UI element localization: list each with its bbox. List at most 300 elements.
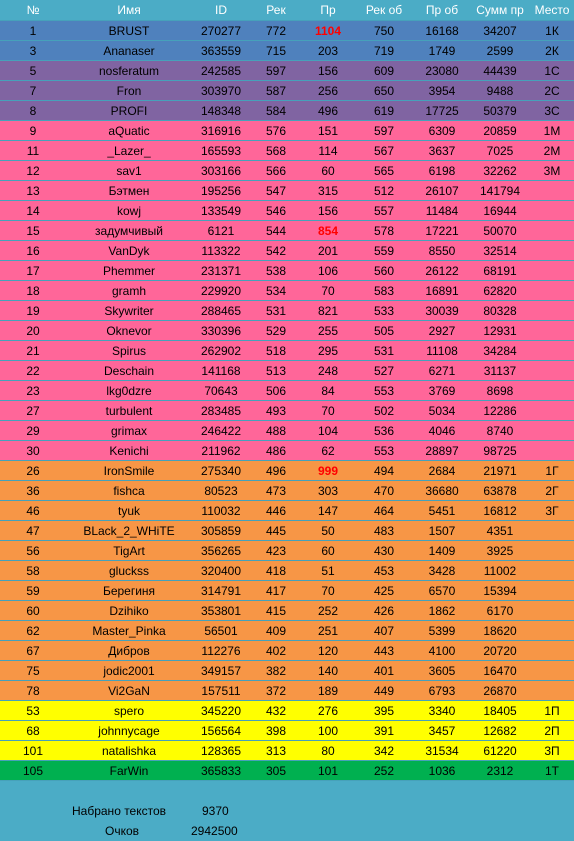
cell-name: Ananaser [66, 41, 192, 61]
cell-name: grimax [66, 421, 192, 441]
cell-record-total: 553 [354, 441, 414, 461]
cell-record-total: 449 [354, 681, 414, 701]
cell-name: kowj [66, 201, 192, 221]
cell-num: 15 [0, 221, 66, 241]
cell-num: 19 [0, 301, 66, 321]
cell-place [530, 681, 574, 701]
cell-record-total: 425 [354, 581, 414, 601]
cell-name: IronSmile [66, 461, 192, 481]
cell-name: gramh [66, 281, 192, 301]
cell-sum-errors: 98725 [470, 441, 530, 461]
cell-errors-total: 1507 [414, 521, 470, 541]
cell-record-total: 342 [354, 741, 414, 761]
cell-num: 8 [0, 101, 66, 121]
cell-name: jodic2001 [66, 661, 192, 681]
table-row [0, 481, 574, 501]
cell-place [530, 581, 574, 601]
cell-name: johnnycage [66, 721, 192, 741]
cell-name: Kenichi [66, 441, 192, 461]
cell-sum-errors: 18620 [470, 621, 530, 641]
cell-errors: 62 [302, 441, 354, 461]
cell-num: 11 [0, 141, 66, 161]
table-row [0, 141, 574, 161]
cell-id: 229920 [192, 281, 250, 301]
cell-errors: 255 [302, 321, 354, 341]
cell-num: 3 [0, 41, 66, 61]
cell-id: 320400 [192, 561, 250, 581]
cell-place [530, 521, 574, 541]
cell-sum-errors: 34207 [470, 21, 530, 41]
cell-place [530, 221, 574, 241]
cell-num: 47 [0, 521, 66, 541]
cell-errors-total: 5034 [414, 401, 470, 421]
cell-id: 270277 [192, 21, 250, 41]
table-row [0, 101, 574, 121]
cell-sum-errors: 8698 [470, 381, 530, 401]
col-header-errors-total: Пр об [414, 0, 470, 21]
cell-record: 418 [250, 561, 302, 581]
cell-errors: 189 [302, 681, 354, 701]
cell-errors-total: 11484 [414, 201, 470, 221]
cell-record: 445 [250, 521, 302, 541]
cell-sum-errors: 18405 [470, 701, 530, 721]
cell-errors-total: 26107 [414, 181, 470, 201]
cell-id: 110032 [192, 501, 250, 521]
table-row [0, 761, 574, 781]
cell-record: 382 [250, 661, 302, 681]
col-header-place: Место [530, 0, 574, 21]
cell-sum-errors: 63878 [470, 481, 530, 501]
cell-sum-errors: 6170 [470, 601, 530, 621]
cell-record: 398 [250, 721, 302, 741]
cell-record: 305 [250, 761, 302, 781]
table-row [0, 41, 574, 61]
cell-record-total: 536 [354, 421, 414, 441]
cell-place [530, 341, 574, 361]
table-row [0, 661, 574, 681]
cell-errors: 252 [302, 601, 354, 621]
cell-errors: 295 [302, 341, 354, 361]
cell-name: spero [66, 701, 192, 721]
cell-num: 20 [0, 321, 66, 341]
cell-errors: 80 [302, 741, 354, 761]
cell-num: 12 [0, 161, 66, 181]
cell-name: lkg0dzre [66, 381, 192, 401]
cell-errors-total: 6793 [414, 681, 470, 701]
cell-name: Dzihiko [66, 601, 192, 621]
cell-errors: 156 [302, 61, 354, 81]
cell-record-total: 494 [354, 461, 414, 481]
table-row [0, 621, 574, 641]
table-row [0, 501, 574, 521]
cell-errors-total: 4046 [414, 421, 470, 441]
cell-name: BLack_2_WHiTE [66, 521, 192, 541]
table-row [0, 701, 574, 721]
cell-num: 26 [0, 461, 66, 481]
cell-id: 330396 [192, 321, 250, 341]
cell-record-total: 401 [354, 661, 414, 681]
cell-sum-errors: 4351 [470, 521, 530, 541]
cell-errors-total: 1036 [414, 761, 470, 781]
cell-name: Deschain [66, 361, 192, 381]
cell-errors: 101 [302, 761, 354, 781]
cell-sum-errors: 21971 [470, 461, 530, 481]
cell-errors-total: 4100 [414, 641, 470, 661]
table-row [0, 521, 574, 541]
cell-record-total: 565 [354, 161, 414, 181]
cell-errors-total: 3605 [414, 661, 470, 681]
cell-sum-errors: 8740 [470, 421, 530, 441]
cell-record: 544 [250, 221, 302, 241]
cell-record-total: 719 [354, 41, 414, 61]
cell-errors-total: 3428 [414, 561, 470, 581]
cell-sum-errors: 12931 [470, 321, 530, 341]
table-row [0, 341, 574, 361]
cell-record-total: 470 [354, 481, 414, 501]
table-row [0, 381, 574, 401]
cell-id: 246422 [192, 421, 250, 441]
cell-num: 16 [0, 241, 66, 261]
cell-name: задумчивый [66, 221, 192, 241]
cell-name: tyuk [66, 501, 192, 521]
cell-place: 3М [530, 161, 574, 181]
cell-record: 542 [250, 241, 302, 261]
cell-name: Бэтмен [66, 181, 192, 201]
cell-record: 531 [250, 301, 302, 321]
cell-num: 30 [0, 441, 66, 461]
cell-errors-total: 11108 [414, 341, 470, 361]
cell-errors: 100 [302, 721, 354, 741]
header-row [0, 0, 574, 21]
cell-errors: 1104 [302, 21, 354, 41]
cell-errors-total: 16168 [414, 21, 470, 41]
cell-place [530, 661, 574, 681]
summary-footer [0, 780, 574, 841]
cell-record-total: 619 [354, 101, 414, 121]
cell-sum-errors: 11002 [470, 561, 530, 581]
cell-place [530, 641, 574, 661]
cell-record: 587 [250, 81, 302, 101]
cell-place: 1Т [530, 761, 574, 781]
cell-errors-total: 3457 [414, 721, 470, 741]
cell-errors: 256 [302, 81, 354, 101]
cell-sum-errors: 16944 [470, 201, 530, 221]
cell-sum-errors: 2312 [470, 761, 530, 781]
col-header-record: Рек [250, 0, 302, 21]
cell-errors-total: 6198 [414, 161, 470, 181]
cell-place: 1П [530, 701, 574, 721]
cell-name: Phemmer [66, 261, 192, 281]
cell-place [530, 241, 574, 261]
cell-num: 9 [0, 121, 66, 141]
cell-place [530, 561, 574, 581]
cell-place [530, 621, 574, 641]
cell-errors: 50 [302, 521, 354, 541]
cell-record: 568 [250, 141, 302, 161]
cell-num: 14 [0, 201, 66, 221]
cell-name: sav1 [66, 161, 192, 181]
cell-place: 2М [530, 141, 574, 161]
cell-record-total: 426 [354, 601, 414, 621]
cell-id: 70643 [192, 381, 250, 401]
cell-record: 415 [250, 601, 302, 621]
cell-num: 27 [0, 401, 66, 421]
cell-id: 363559 [192, 41, 250, 61]
cell-record: 506 [250, 381, 302, 401]
cell-id: 345220 [192, 701, 250, 721]
cell-num: 23 [0, 381, 66, 401]
cell-record: 432 [250, 701, 302, 721]
table-row [0, 321, 574, 341]
cell-sum-errors: 20720 [470, 641, 530, 661]
cell-id: 283485 [192, 401, 250, 421]
cell-record-total: 407 [354, 621, 414, 641]
cell-id: 262902 [192, 341, 250, 361]
col-header-num: № [0, 0, 66, 21]
cell-errors-total: 8550 [414, 241, 470, 261]
cell-num: 29 [0, 421, 66, 441]
cell-record-total: 443 [354, 641, 414, 661]
cell-record-total: 557 [354, 201, 414, 221]
cell-record: 772 [250, 21, 302, 41]
cell-record: 576 [250, 121, 302, 141]
cell-record-total: 505 [354, 321, 414, 341]
table-row [0, 441, 574, 461]
cell-id: 157511 [192, 681, 250, 701]
cell-errors: 276 [302, 701, 354, 721]
cell-place: 2К [530, 41, 574, 61]
cell-num: 56 [0, 541, 66, 561]
cell-record-total: 502 [354, 401, 414, 421]
cell-sum-errors: 62820 [470, 281, 530, 301]
cell-num: 22 [0, 361, 66, 381]
cell-errors: 854 [302, 221, 354, 241]
cell-errors: 999 [302, 461, 354, 481]
cell-id: 148348 [192, 101, 250, 121]
cell-num: 62 [0, 621, 66, 641]
cell-id: 303970 [192, 81, 250, 101]
cell-errors-total: 6570 [414, 581, 470, 601]
table-row [0, 261, 574, 281]
cell-errors: 51 [302, 561, 354, 581]
cell-sum-errors: 16812 [470, 501, 530, 521]
cell-id: 231371 [192, 261, 250, 281]
cell-id: 303166 [192, 161, 250, 181]
cell-errors-total: 6309 [414, 121, 470, 141]
cell-name: Spirus [66, 341, 192, 361]
cell-num: 13 [0, 181, 66, 201]
cell-sum-errors: 9488 [470, 81, 530, 101]
cell-errors-total: 36680 [414, 481, 470, 501]
cell-errors-total: 1749 [414, 41, 470, 61]
cell-record: 597 [250, 61, 302, 81]
cell-sum-errors: 7025 [470, 141, 530, 161]
cell-errors-total: 30039 [414, 301, 470, 321]
cell-num: 7 [0, 81, 66, 101]
cell-name: nosferatum [66, 61, 192, 81]
cell-sum-errors: 68191 [470, 261, 530, 281]
table-row [0, 21, 574, 41]
cell-errors: 70 [302, 581, 354, 601]
cell-sum-errors: 34284 [470, 341, 530, 361]
cell-errors-total: 16891 [414, 281, 470, 301]
cell-sum-errors: 3925 [470, 541, 530, 561]
table-row [0, 61, 574, 81]
cell-errors-total: 17221 [414, 221, 470, 241]
cell-errors-total: 3340 [414, 701, 470, 721]
cell-record: 313 [250, 741, 302, 761]
table-row [0, 81, 574, 101]
cell-id: 165593 [192, 141, 250, 161]
cell-errors: 84 [302, 381, 354, 401]
table-row [0, 641, 574, 661]
col-header-name: Имя [66, 0, 192, 21]
table-row [0, 461, 574, 481]
table-row [0, 741, 574, 761]
cell-sum-errors: 50070 [470, 221, 530, 241]
cell-num: 59 [0, 581, 66, 601]
table-row [0, 421, 574, 441]
cell-place [530, 301, 574, 321]
table-row [0, 561, 574, 581]
cell-id: 113322 [192, 241, 250, 261]
cell-errors-total: 28897 [414, 441, 470, 461]
cell-errors: 203 [302, 41, 354, 61]
col-header-sum-errors: Сумм пр [470, 0, 530, 21]
cell-errors: 201 [302, 241, 354, 261]
cell-record-total: 560 [354, 261, 414, 281]
cell-name: Fron [66, 81, 192, 101]
cell-name: Берегиня [66, 581, 192, 601]
cell-record: 715 [250, 41, 302, 61]
cell-num: 101 [0, 741, 66, 761]
cell-sum-errors: 2599 [470, 41, 530, 61]
cell-num: 68 [0, 721, 66, 741]
cell-errors-total: 23080 [414, 61, 470, 81]
cell-place [530, 441, 574, 461]
cell-errors: 151 [302, 121, 354, 141]
cell-place [530, 361, 574, 381]
cell-id: 133549 [192, 201, 250, 221]
texts-typed-label: Набрано текстов [72, 804, 167, 818]
cell-record-total: 395 [354, 701, 414, 721]
cell-record: 534 [250, 281, 302, 301]
cell-record-total: 531 [354, 341, 414, 361]
cell-errors: 147 [302, 501, 354, 521]
cell-place [530, 601, 574, 621]
cell-place [530, 541, 574, 561]
cell-num: 17 [0, 261, 66, 281]
cell-num: 21 [0, 341, 66, 361]
cell-place [530, 421, 574, 441]
cell-errors: 496 [302, 101, 354, 121]
cell-place: 1К [530, 21, 574, 41]
cell-errors: 106 [302, 261, 354, 281]
cell-record-total: 430 [354, 541, 414, 561]
cell-num: 5 [0, 61, 66, 81]
cell-place: 3Г [530, 501, 574, 521]
cell-sum-errors: 16470 [470, 661, 530, 681]
cell-errors: 70 [302, 281, 354, 301]
cell-num: 53 [0, 701, 66, 721]
cell-record: 473 [250, 481, 302, 501]
cell-record-total: 483 [354, 521, 414, 541]
cell-record-total: 597 [354, 121, 414, 141]
cell-num: 46 [0, 501, 66, 521]
cell-record: 446 [250, 501, 302, 521]
cell-id: 314791 [192, 581, 250, 601]
table-row [0, 581, 574, 601]
cell-record: 409 [250, 621, 302, 641]
points-label: Очков [105, 824, 140, 838]
cell-name: Oknevor [66, 321, 192, 341]
cell-place: 2Г [530, 481, 574, 501]
col-header-id: ID [192, 0, 250, 21]
cell-record: 584 [250, 101, 302, 121]
cell-errors: 114 [302, 141, 354, 161]
cell-name: TigArt [66, 541, 192, 561]
cell-place [530, 261, 574, 281]
cell-errors: 303 [302, 481, 354, 501]
cell-errors: 60 [302, 161, 354, 181]
cell-sum-errors: 12286 [470, 401, 530, 421]
cell-place [530, 281, 574, 301]
cell-sum-errors: 141794 [470, 181, 530, 201]
cell-num: 78 [0, 681, 66, 701]
cell-name: fishca [66, 481, 192, 501]
cell-name: Skywriter [66, 301, 192, 321]
cell-errors-total: 6271 [414, 361, 470, 381]
cell-id: 365833 [192, 761, 250, 781]
cell-num: 18 [0, 281, 66, 301]
cell-id: 349157 [192, 661, 250, 681]
cell-errors-total: 1862 [414, 601, 470, 621]
cell-errors-total: 31534 [414, 741, 470, 761]
cell-errors-total: 5451 [414, 501, 470, 521]
cell-record-total: 453 [354, 561, 414, 581]
table-row [0, 201, 574, 221]
cell-sum-errors: 50379 [470, 101, 530, 121]
cell-record-total: 559 [354, 241, 414, 261]
cell-record: 546 [250, 201, 302, 221]
table-row [0, 121, 574, 141]
cell-name: BRUST [66, 21, 192, 41]
cell-id: 195256 [192, 181, 250, 201]
table-row [0, 601, 574, 621]
table-row [0, 221, 574, 241]
cell-record-total: 567 [354, 141, 414, 161]
cell-num: 75 [0, 661, 66, 681]
cell-record-total: 391 [354, 721, 414, 741]
cell-name: VanDyk [66, 241, 192, 261]
cell-record: 547 [250, 181, 302, 201]
texts-typed-value: 9370 [202, 804, 229, 818]
col-header-errors: Пр [302, 0, 354, 21]
cell-id: 316916 [192, 121, 250, 141]
cell-record: 423 [250, 541, 302, 561]
cell-errors: 156 [302, 201, 354, 221]
results-body [0, 21, 574, 781]
cell-record: 538 [250, 261, 302, 281]
cell-place: 3С [530, 101, 574, 121]
cell-sum-errors: 15394 [470, 581, 530, 601]
cell-place: 3П [530, 741, 574, 761]
cell-id: 305859 [192, 521, 250, 541]
cell-id: 156564 [192, 721, 250, 741]
cell-place [530, 181, 574, 201]
cell-errors: 821 [302, 301, 354, 321]
cell-errors: 251 [302, 621, 354, 641]
